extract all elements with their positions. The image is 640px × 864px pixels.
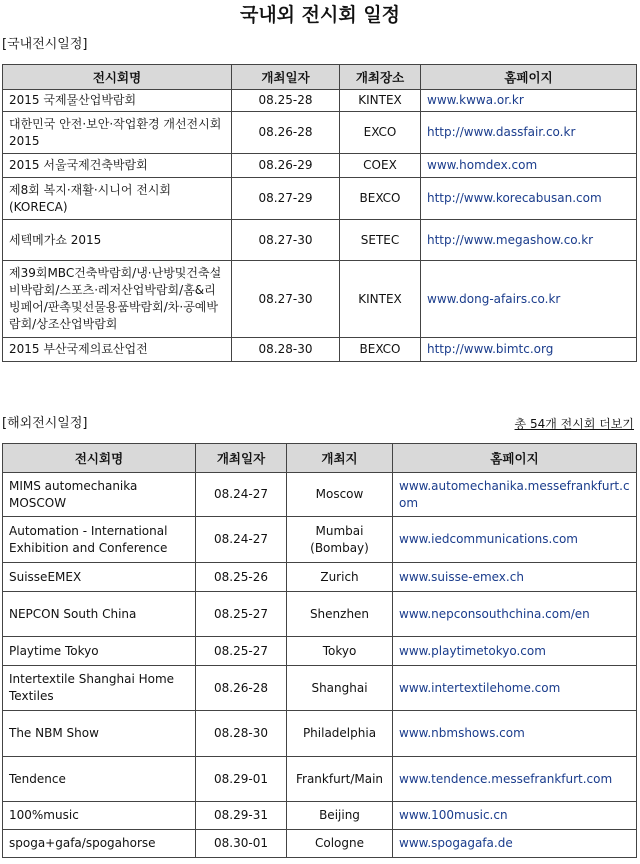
exhibition-name: SuisseEMEX [3, 563, 196, 592]
more-exhibitions-link[interactable]: 총 54개 전시회 더보기 [514, 417, 634, 431]
exhibition-date: 08.25-28 [232, 90, 340, 112]
exhibition-date: 08.26-29 [232, 154, 340, 178]
table-row [3, 666, 637, 711]
exhibition-name: 세텍메가쇼 2015 [3, 220, 232, 261]
exhibition-venue: Shanghai [287, 666, 393, 711]
exhibition-homepage-link[interactable]: www.spogagafa.de [393, 830, 637, 858]
exhibition-date: 08.26-28 [232, 112, 340, 154]
exhibition-venue: KINTEX [340, 90, 421, 112]
table-row [3, 637, 637, 666]
column-header-homepage: 홈페이지 [393, 444, 637, 473]
exhibition-venue: BEXCO [340, 178, 421, 220]
column-header-venue: 개최지 [287, 444, 393, 473]
exhibition-date: 08.24-27 [196, 473, 287, 517]
exhibition-venue: Philadelphia [287, 711, 393, 757]
table-row [3, 261, 637, 338]
exhibition-name: 100%music [3, 802, 196, 830]
exhibition-name: Playtime Tokyo [3, 637, 196, 666]
exhibition-date: 08.27-30 [232, 220, 340, 261]
exhibition-date: 08.25-26 [196, 563, 287, 592]
exhibition-name: 2015 부산국제의료산업전 [3, 338, 232, 362]
exhibition-venue: Shenzhen [287, 592, 393, 637]
exhibition-homepage-link[interactable]: www.suisse-emex.ch [393, 563, 637, 592]
exhibition-homepage-link[interactable]: www.tendence.messefrankfurt.com [393, 757, 637, 802]
exhibition-homepage-link[interactable]: www.playtimetokyo.com [393, 637, 637, 666]
exhibition-venue: Zurich [287, 563, 393, 592]
exhibition-venue: Moscow [287, 473, 393, 517]
exhibition-name: 제8회 복지·재활·시니어 전시회(KORECA) [3, 178, 232, 220]
exhibition-date: 08.25-27 [196, 637, 287, 666]
exhibition-name: Automation - International Exhibition and Conference [3, 517, 196, 563]
exhibition-homepage-link[interactable]: www.homdex.com [421, 154, 637, 178]
table-row [3, 220, 637, 261]
exhibition-venue: SETEC [340, 220, 421, 261]
exhibition-homepage-link[interactable]: www.dong-afairs.co.kr [421, 261, 637, 338]
exhibition-date: 08.29-31 [196, 802, 287, 830]
table-row [3, 757, 637, 802]
exhibition-date: 08.30-01 [196, 830, 287, 858]
table-row [3, 711, 637, 757]
exhibition-venue: EXCO [340, 112, 421, 154]
column-header-homepage: 홈페이지 [421, 65, 637, 90]
exhibition-homepage-link[interactable]: http://www.korecabusan.com [421, 178, 637, 220]
exhibition-name: The NBM Show [3, 711, 196, 757]
overseas-section-label: [해외전시일정] [2, 416, 88, 431]
exhibition-homepage-link[interactable]: www.nepconsouthchina.com/en [393, 592, 637, 637]
page-title: 국내외 전시회 일정 [239, 4, 401, 26]
exhibition-name: MIMS automechanika MOSCOW [3, 473, 196, 517]
table-row [3, 802, 637, 830]
exhibition-date: 08.25-27 [196, 592, 287, 637]
exhibition-homepage-link[interactable]: www.nbmshows.com [393, 711, 637, 757]
domestic-section-label: [국내전시일정] [2, 37, 88, 52]
overseas-exhibition-table [2, 443, 637, 858]
table-row [3, 592, 637, 637]
exhibition-date: 08.28-30 [232, 338, 340, 362]
domestic-exhibition-table [2, 64, 637, 362]
exhibition-venue: KINTEX [340, 261, 421, 338]
exhibition-name: 제39회MBC건축박람회/냉·난방및건축설비박람회/스포츠·레저산업박람회/홈&리빙페어/판촉및선물용품박람회/차·공예박람회/상조산업박람회 [3, 261, 232, 338]
exhibition-homepage-link[interactable]: www.kwwa.or.kr [421, 90, 637, 112]
exhibition-date: 08.29-01 [196, 757, 287, 802]
exhibition-homepage-link[interactable]: www.iedcommunications.com [393, 517, 637, 563]
exhibition-homepage-link[interactable]: http://www.bimtc.org [421, 338, 637, 362]
exhibition-date: 08.28-30 [196, 711, 287, 757]
exhibition-name: Intertextile Shanghai Home Textiles [3, 666, 196, 711]
exhibition-homepage-link[interactable]: http://www.dassfair.co.kr [421, 112, 637, 154]
table-header-row [3, 65, 637, 90]
exhibition-name: 2015 서울국제건축박람회 [3, 154, 232, 178]
exhibition-date: 08.24-27 [196, 517, 287, 563]
table-row [3, 90, 637, 112]
table-row [3, 154, 637, 178]
exhibition-homepage-link[interactable]: www.intertextilehome.com [393, 666, 637, 711]
table-row [3, 830, 637, 858]
table-row [3, 473, 637, 517]
exhibition-date: 08.27-29 [232, 178, 340, 220]
exhibition-name: 대한민국 안전·보안·작업환경 개선전시회 2015 [3, 112, 232, 154]
exhibition-venue: BEXCO [340, 338, 421, 362]
exhibition-venue: Cologne [287, 830, 393, 858]
exhibition-venue: COEX [340, 154, 421, 178]
exhibition-venue: Frankfurt/Main [287, 757, 393, 802]
exhibition-name: Tendence [3, 757, 196, 802]
table-row [3, 517, 637, 563]
table-row [3, 178, 637, 220]
column-header-date: 개최일자 [196, 444, 287, 473]
exhibition-homepage-link[interactable]: http://www.megashow.co.kr [421, 220, 637, 261]
column-header-name: 전시회명 [3, 65, 232, 90]
column-header-name: 전시회명 [3, 444, 196, 473]
exhibition-name: 2015 국제물산업박람회 [3, 90, 232, 112]
exhibition-homepage-link[interactable]: www.100music.cn [393, 802, 637, 830]
exhibition-date: 08.27-30 [232, 261, 340, 338]
exhibition-name: NEPCON South China [3, 592, 196, 637]
exhibition-homepage-link[interactable]: www.automechanika.messefrankfurt.com [393, 473, 637, 517]
column-header-date: 개최일자 [232, 65, 340, 90]
exhibition-venue: Tokyo [287, 637, 393, 666]
table-row [3, 563, 637, 592]
table-header-row [3, 444, 637, 473]
exhibition-name: spoga+gafa/spogahorse [3, 830, 196, 858]
exhibition-venue: Beijing [287, 802, 393, 830]
exhibition-venue: Mumbai (Bombay) [287, 517, 393, 563]
table-row [3, 338, 637, 362]
column-header-venue: 개최장소 [340, 65, 421, 90]
exhibition-date: 08.26-28 [196, 666, 287, 711]
table-row [3, 112, 637, 154]
